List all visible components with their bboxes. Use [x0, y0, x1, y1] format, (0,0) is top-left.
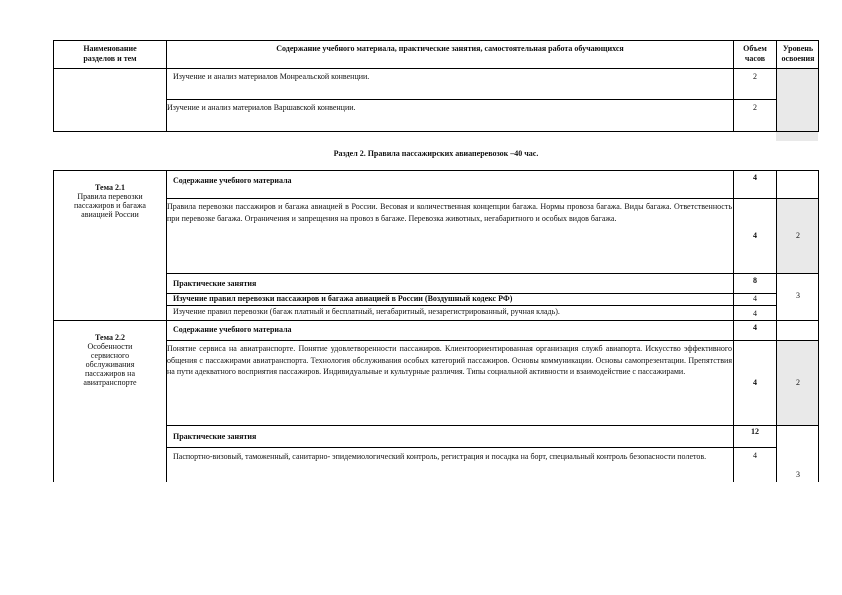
topic-2-2-practice-item-1: Паспортно-визовый, таможенный, санитарно- эпидемиологический контроль, регистрация и посадка на борт, специальный контроль безопасности полетов. — [173, 452, 707, 461]
topic-2-2-title: Тема 2.2 Особенности сервисного обслуживания пассажиров на авиатранспорте — [83, 333, 137, 387]
topic-2-1-practice-item-2-hours: 4 — [753, 309, 757, 318]
row-warsaw-text: Изучение и анализ материалов Варшавской конвенции. — [167, 103, 356, 112]
topic-2-2-content-text: Понятие сервиса на авиатранспорте. Понятие удовлетворенности пассажиров. Клиентоориентированная организация служб авиапорта. Искусство эффективного общения с пассажирами авиатранспорта. Технология обслуживания особых категорий пассажиров. Основы коммуникации. Основы самопрезентации. Препятствия на пути адекватного восприятия пассажиров. Индивидуальные и культурные различия. Типы социальной активности и взаимодействие с пассажирами. — [167, 344, 732, 376]
topic-2-1-practice-item-1: Изучение правил перевозки пассажиров и багажа авиацией в России (Воздушный кодекс РФ) — [173, 294, 513, 303]
topic-2-1-content-text-hours: 4 — [753, 231, 757, 240]
topic-2-1-practice-item-2: Изучение правил перевозки (багаж платный и бесплатный, негабаритный, незарегистрированный, ручная кладь). — [173, 307, 560, 316]
topic-2-2-content-level: 2 — [796, 378, 800, 387]
topic-2-1-content-level: 2 — [796, 231, 800, 240]
header-col-level: Уровень освоения — [781, 44, 815, 63]
topic-2-1-content-hours: 4 — [753, 173, 757, 182]
header-col-topics: Наименование разделов и тем — [83, 44, 137, 63]
topic-2-1-practice-label: Практические занятия — [173, 279, 257, 288]
row-montreal-text: Изучение и анализ материалов Монреальской конвенции. — [173, 72, 370, 81]
topic-2-2-practice-hours: 12 — [751, 427, 759, 436]
header-col-hours: Объем часов — [743, 44, 767, 63]
topic-2-1-practice-level: 3 — [796, 291, 800, 300]
topic-2-2-practice-item-1-hours: 4 — [753, 451, 757, 460]
topic-2-1-content-text: Правила перевозки пассажиров и багажа авиацией в России. Весовая и количественная концепции багажа. Нормы провоза багажа. Виды багажа. Ответственность при перевозке багажа. Ограничения и запрещения на провоз в багаже. Перевозка животных, негабаритного и особых видов багажа. — [167, 202, 732, 223]
topic-2-1-practice-hours: 8 — [753, 276, 757, 285]
topic-2-2-content-hours: 4 — [753, 323, 757, 332]
row-warsaw-hours: 2 — [753, 103, 757, 112]
topic-2-1-practice-item-1-hours: 4 — [753, 294, 757, 303]
topic-2-1-content-label: Содержание учебного материала — [173, 176, 292, 185]
topic-2-2-practice-level: 3 — [796, 470, 800, 479]
topic-2-2-content-label: Содержание учебного материала — [173, 325, 292, 334]
header-col-content: Содержание учебного материала, практические занятия, самостоятельная работа обучающихся — [276, 44, 624, 53]
topic-2-2-content-text-hours: 4 — [753, 378, 757, 387]
row-montreal-hours: 2 — [753, 72, 757, 81]
topic-2-2-practice-label: Практические занятия — [173, 432, 257, 441]
section-title: Раздел 2. Правила пассажирских авиаперевозок –40 час. — [333, 149, 539, 158]
topic-2-1-title: Тема 2.1 Правила перевозки пассажиров и багажа авиацией России — [74, 183, 146, 219]
